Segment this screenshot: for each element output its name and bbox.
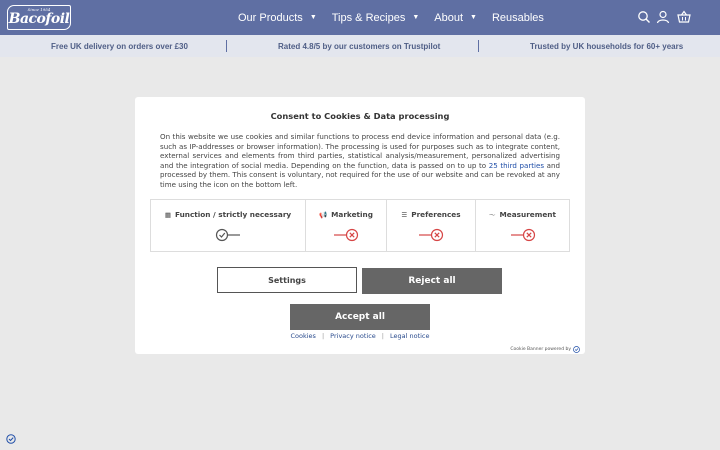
powered-by-text: Cookie Banner powered by [510, 347, 571, 352]
site-header [0, 0, 720, 35]
consent-title: Consent to Cookies & Data processing [270, 111, 450, 121]
measurement-icon: 〜 [489, 211, 496, 219]
cookie-consent-dialog [135, 97, 585, 354]
main-nav [238, 0, 559, 35]
usp-delivery: Free UK delivery on orders over £30 [51, 42, 188, 51]
category-function [151, 200, 306, 251]
logo-text: Bacofoil [8, 11, 70, 27]
cookies-link[interactable]: Cookies [290, 332, 316, 340]
consent-text: On this website we use cookies and similar functions to process end device information and personal data (e.g. such as IP-addresses or browser information). The processing is used for purposes such as to integrate content, external services and elements from third parties, statistical analysis/measurement, personalized advertising and the integration of social media. Depending on the function, data is passed on to up to [160, 132, 560, 170]
function-toggle-on[interactable] [215, 228, 241, 242]
function-icon: ▦ [164, 211, 171, 219]
usp-rating: Rated 4.8/5 by our customers on Trustpilot [278, 42, 441, 51]
nav-tips-recipes[interactable] [332, 12, 420, 24]
preferences-toggle-off[interactable] [418, 228, 444, 242]
usp-bar [0, 35, 720, 57]
category-label: Preferences [411, 210, 461, 219]
consent-text: and processed by them. This consent is voluntary, not required for the use of our website and can be revoked at any time using the icon on the bottom left. [160, 160, 560, 189]
caret-down-icon: ▼ [412, 14, 420, 21]
search-icon[interactable] [637, 10, 651, 24]
bacofoil-logo[interactable] [7, 5, 71, 30]
third-parties-link[interactable]: 25 third parties [488, 160, 545, 170]
usp-divider [478, 40, 479, 52]
caret-down-icon: ▼ [309, 14, 317, 21]
preferences-icon: ☰ [401, 211, 408, 219]
basket-icon[interactable] [677, 10, 691, 24]
caret-down-icon: ▼ [470, 14, 477, 21]
reject-all-button[interactable]: Reject all [362, 268, 502, 294]
nav-reusables[interactable] [492, 12, 544, 24]
check-shield-icon [573, 346, 580, 353]
nav-label: Our Products [238, 11, 303, 24]
nav-about[interactable] [434, 12, 477, 24]
consent-footer-links [135, 332, 585, 340]
usp-trusted: Trusted by UK households for 60+ years [530, 42, 684, 51]
legal-notice-link[interactable]: Legal notice [389, 332, 430, 340]
accept-all-button[interactable]: Accept all [290, 304, 430, 330]
link-separator: | [321, 332, 325, 340]
category-preferences [387, 200, 476, 251]
nav-our-products[interactable] [238, 12, 317, 24]
nav-label: About [434, 11, 463, 24]
cookie-settings-icon[interactable] [6, 434, 16, 444]
category-label: Measurement [499, 210, 556, 219]
marketing-icon: 📢 [319, 211, 328, 219]
marketing-toggle-off[interactable] [333, 228, 359, 242]
settings-button[interactable]: Settings [217, 267, 357, 293]
nav-label: Reusables [491, 11, 544, 24]
logo-tagline: Since 1954 [27, 7, 51, 12]
consent-categories [150, 199, 570, 252]
link-separator: | [381, 332, 384, 340]
category-label: Marketing [331, 210, 373, 219]
category-marketing [306, 200, 387, 251]
powered-by[interactable] [510, 346, 580, 353]
consent-description [160, 132, 560, 190]
measurement-toggle-off[interactable] [510, 228, 536, 242]
usp-divider [226, 40, 227, 52]
account-icon[interactable] [656, 10, 670, 24]
category-measurement [476, 200, 569, 251]
privacy-notice-link[interactable]: Privacy notice [330, 332, 376, 340]
nav-label: Tips & Recipes [331, 11, 406, 24]
category-label: Function / strictly necessary [174, 210, 292, 219]
